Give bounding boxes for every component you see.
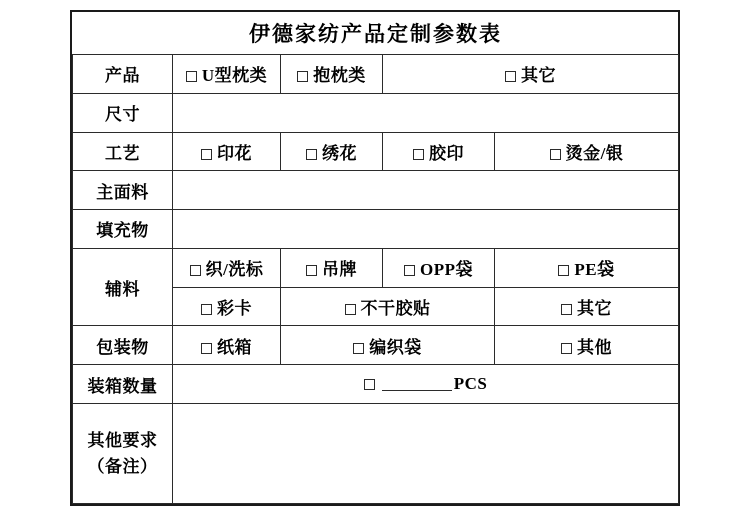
table-row-filling	[73, 210, 679, 249]
checkbox-icon[interactable]	[561, 304, 572, 315]
checkbox-accessory-other[interactable]	[495, 287, 679, 326]
row-label-packaging: 包装物	[73, 326, 173, 365]
checkbox-product-cushion[interactable]	[281, 55, 383, 94]
checkbox-product-other[interactable]	[383, 55, 679, 94]
checkbox-craft-offset[interactable]	[383, 132, 495, 171]
checkbox-accessory-color-card[interactable]	[173, 287, 281, 326]
option-label: 绣花	[322, 143, 357, 163]
checkbox-product-u-pillow[interactable]	[173, 55, 281, 94]
table-row-accessories-1	[73, 248, 679, 287]
option-label: 编织袋	[369, 337, 422, 357]
checkbox-icon[interactable]	[186, 71, 197, 82]
option-label: 其它	[577, 298, 613, 318]
checkbox-icon[interactable]	[561, 343, 572, 354]
option-label: 不干胶贴	[360, 298, 431, 318]
option-label: U型枕类	[201, 66, 268, 86]
checkbox-icon[interactable]	[297, 71, 308, 82]
checkbox-icon[interactable]	[201, 343, 212, 354]
table-row-pack-quantity	[73, 365, 679, 404]
checkbox-icon[interactable]	[413, 149, 424, 160]
table-row-product	[73, 55, 679, 94]
pack-quantity-input[interactable]	[382, 376, 452, 391]
checkbox-packaging-woven-bag[interactable]	[281, 326, 495, 365]
field-pack-quantity[interactable]	[173, 365, 679, 404]
checkbox-icon[interactable]	[345, 304, 356, 315]
field-filling-value[interactable]	[173, 210, 679, 249]
row-label-filling: 填充物	[73, 210, 173, 249]
checkbox-icon[interactable]	[404, 265, 415, 276]
option-label: 其它	[521, 66, 557, 86]
table-row-size	[73, 93, 679, 132]
row-label-pack-quantity: 装箱数量	[73, 365, 173, 404]
row-label-main-fabric: 主面料	[73, 171, 173, 210]
checkbox-accessory-woven-wash-label[interactable]	[173, 248, 281, 287]
parameter-form-table	[72, 12, 679, 504]
checkbox-icon[interactable]	[201, 304, 212, 315]
option-label: 印花	[217, 143, 252, 163]
field-main-fabric-value[interactable]	[173, 171, 679, 210]
table-title-row	[73, 12, 679, 55]
checkbox-icon[interactable]	[190, 265, 201, 276]
checkbox-icon[interactable]	[550, 149, 561, 160]
row-label-accessories: 辅料	[73, 248, 173, 326]
checkbox-icon[interactable]	[505, 71, 516, 82]
option-label: 抱枕类	[313, 66, 366, 86]
row-label-size: 尺寸	[73, 93, 173, 132]
table-row-craft	[73, 132, 679, 171]
checkbox-icon[interactable]	[306, 265, 317, 276]
checkbox-accessory-opp-bag[interactable]	[383, 248, 495, 287]
option-label: 织/洗标	[205, 260, 264, 280]
checkbox-accessory-hangtag[interactable]	[281, 248, 383, 287]
checkbox-icon[interactable]	[364, 379, 375, 390]
table-row-other-requirements	[73, 404, 679, 504]
checkbox-accessory-pe-bag[interactable]	[495, 248, 679, 287]
page-title: 伊德家纺产品定制参数表	[73, 12, 679, 55]
checkbox-craft-embroidery[interactable]	[281, 132, 383, 171]
pack-quantity-unit: PCS	[453, 374, 488, 394]
row-label-other-requirements-line2: （备注）	[87, 456, 158, 476]
checkbox-icon[interactable]	[558, 265, 569, 276]
option-label: 烫金/银	[565, 143, 624, 163]
checkbox-icon[interactable]	[201, 149, 212, 160]
checkbox-craft-print[interactable]	[173, 132, 281, 171]
checkbox-craft-foil[interactable]	[495, 132, 679, 171]
option-label: 彩卡	[217, 298, 252, 318]
form-frame	[70, 10, 680, 506]
checkbox-packaging-carton[interactable]	[173, 326, 281, 365]
option-label: OPP袋	[420, 260, 473, 280]
field-other-requirements-value[interactable]	[173, 404, 679, 504]
row-label-other-requirements-line1: 其他要求	[87, 431, 158, 450]
option-label: 其他	[577, 337, 613, 357]
table-row-packaging	[73, 326, 679, 365]
table-row-main-fabric	[73, 171, 679, 210]
option-label: 吊牌	[322, 260, 357, 280]
field-size-value[interactable]	[173, 93, 679, 132]
checkbox-accessory-adhesive-sticker[interactable]	[281, 287, 495, 326]
option-label: 纸箱	[217, 337, 252, 357]
checkbox-icon[interactable]	[306, 149, 317, 160]
row-label-product: 产品	[73, 55, 173, 94]
row-label-other-requirements	[73, 404, 173, 504]
option-label: 胶印	[429, 143, 464, 163]
row-label-craft: 工艺	[73, 132, 173, 171]
checkbox-packaging-other[interactable]	[495, 326, 679, 365]
option-label: PE袋	[574, 260, 615, 280]
checkbox-icon[interactable]	[353, 343, 364, 354]
